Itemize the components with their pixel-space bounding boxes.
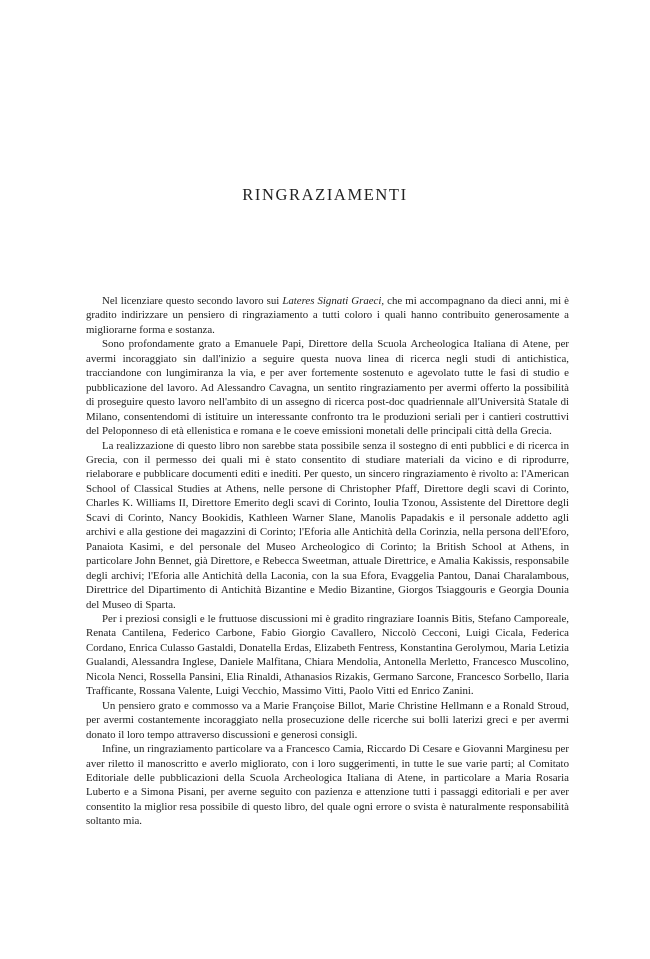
paragraph-2: Sono profondamente grato a Emanuele Papi, Direttore della Scuola Archeologica Italiana di Atene, per avermi incoraggiato sin dall'inizio a seguire questa nuova linea di ricerca negli studi di antichistica, tracciandone con lungimiranza la via, e per aver fortemente sostenuto e agevolato tutte le fasi di studio e pubblicazione del lavoro. Ad Alessandro Cavagna, un sentito ringraziamento per avermi offerto la possibilità di proseguire questo lavoro nell'ambito di un assegno di ricerca post-doc quadriennale all'Università Statale di Milano, consentendomi di istituire un interessante confronto tra le produzioni seriali per i cantieri costruttivi del Peloponneso di età ellenistica e romana e le coeve emissioni monetali delle principali città della Grecia. xyxy=(86,338,569,438)
paragraph-5: Un pensiero grato e commosso va a Marie Françoise Billot, Marie Christine Hellmann e a Ronald Stroud, per avermi costantemente incoraggiato nella prosecuzione delle ricerche sui bolli laterizi greci e per avermi donato il loro tempo attraverso discussioni e generosi consigli. xyxy=(86,699,569,741)
paragraph-6: Infine, un ringraziamento particolare va a Francesco Camia, Riccardo Di Cesare e Giovanni Marginesu per aver riletto il manoscritto e averlo migliorato, con i loro suggerimenti, in tutte le sue varie parti; al Comitato Editoriale delle pubblicazioni della Scuola Archeologica Italiana di Atene, in particolare a Maria Rosaria Luberto e a Simona Pisani, per averne seguito con pazienza e attenzione tutti i passaggi editoriali e per aver consentito la miglior resa possibile di questo libro, del quale ogni errore o svista è naturalmente responsabilità soltanto mia. xyxy=(86,743,569,828)
paragraph-1-after: , che mi accompagnano da dieci anni, mi è gradito indirizzare un pensiero di ringraziamento a tutti coloro i quali hanno contribuito generosamente a migliorarne forma e sostanza. xyxy=(86,295,569,336)
book-title: Lateres Signati Graeci xyxy=(282,295,382,307)
paragraph-4: Per i preziosi consigli e le fruttuose discussioni mi è gradito ringraziare Ioannis Bitis, Stefano Camporeale, Renata Cantilena, Federico Carbone, Fabio Giorgio Cavallero, Niccolò Cecconi, Luigi Cicala, Federica Cordano, Enrica Culasso Gastaldi, Donatella Erdas, Elizabeth Fentress, Konstantina Gerolymou, Maria Letizia Gualandi, Alessandra Inglese, Daniele Malfitana, Chiara Mendolia, Antonella Merletto, Francesco Muscolino, Nicola Nenci, Rossella Pansini, Elia Rinaldi, Athanasios Rizakis, Germano Sarcone, Francesco Sorbello, Ilaria Trafficante, Rossana Valente, Luigi Vecchio, Massimo Vitti, Paolo Vitti ed Enrico Zanini. xyxy=(86,612,569,698)
page-title: RINGRAZIAMENTI xyxy=(242,185,408,204)
paragraph-1 xyxy=(86,294,569,337)
paragraph-3: La realizzazione di questo libro non sarebbe stata possibile senza il sostegno di enti pubblici e di ricerca in Grecia, con il permesso dei quali mi è stato consentito di studiare materiali da vicino e di riprodurre, rielaborare e pubblicare documenti editi e inediti. Per questo, un sincero ringraziamento è rivolto a: l'American School of Classical Studies at Athens, nelle persone di Christopher Pfaff, Direttore degli scavi di Corinto, Charles K. Williams II, Direttore Emerito degli scavi di Corinto, Ioulia Tzonou, Assistente del Direttore degli Scavi di Corinto, Nancy Bookidis, Kathleen Warner Slane, Manolis Papadakis e il personale addetto agli archivi e alla gestione dei magazzini di Corinto; l'Eforia alle Antichità della Corinzia, nella persona dell'Eforo, Panaiota Kasimi, e del personale del Museo Archeologico di Corinto; la British School at Athens, in particolare John Bennet, già Direttore, e Rebecca Sweetman, attuale Direttrice, e Amalia Kakissis, responsabile degli archivi; l'Eforia alle Antichità della Laconia, con la sua Efora, Evaggelia Pantou, Danai Charalambous, Direttrice del Dipartimento di Antichità Bizantine e Medio Bizantine, Giorgos Tsiaggouris e Georgia Dounia del Museo di Sparta. xyxy=(86,439,569,611)
acknowledgements-text xyxy=(86,294,569,829)
paragraph-1-before: Nel licenziare questo secondo lavoro sui xyxy=(102,295,283,307)
